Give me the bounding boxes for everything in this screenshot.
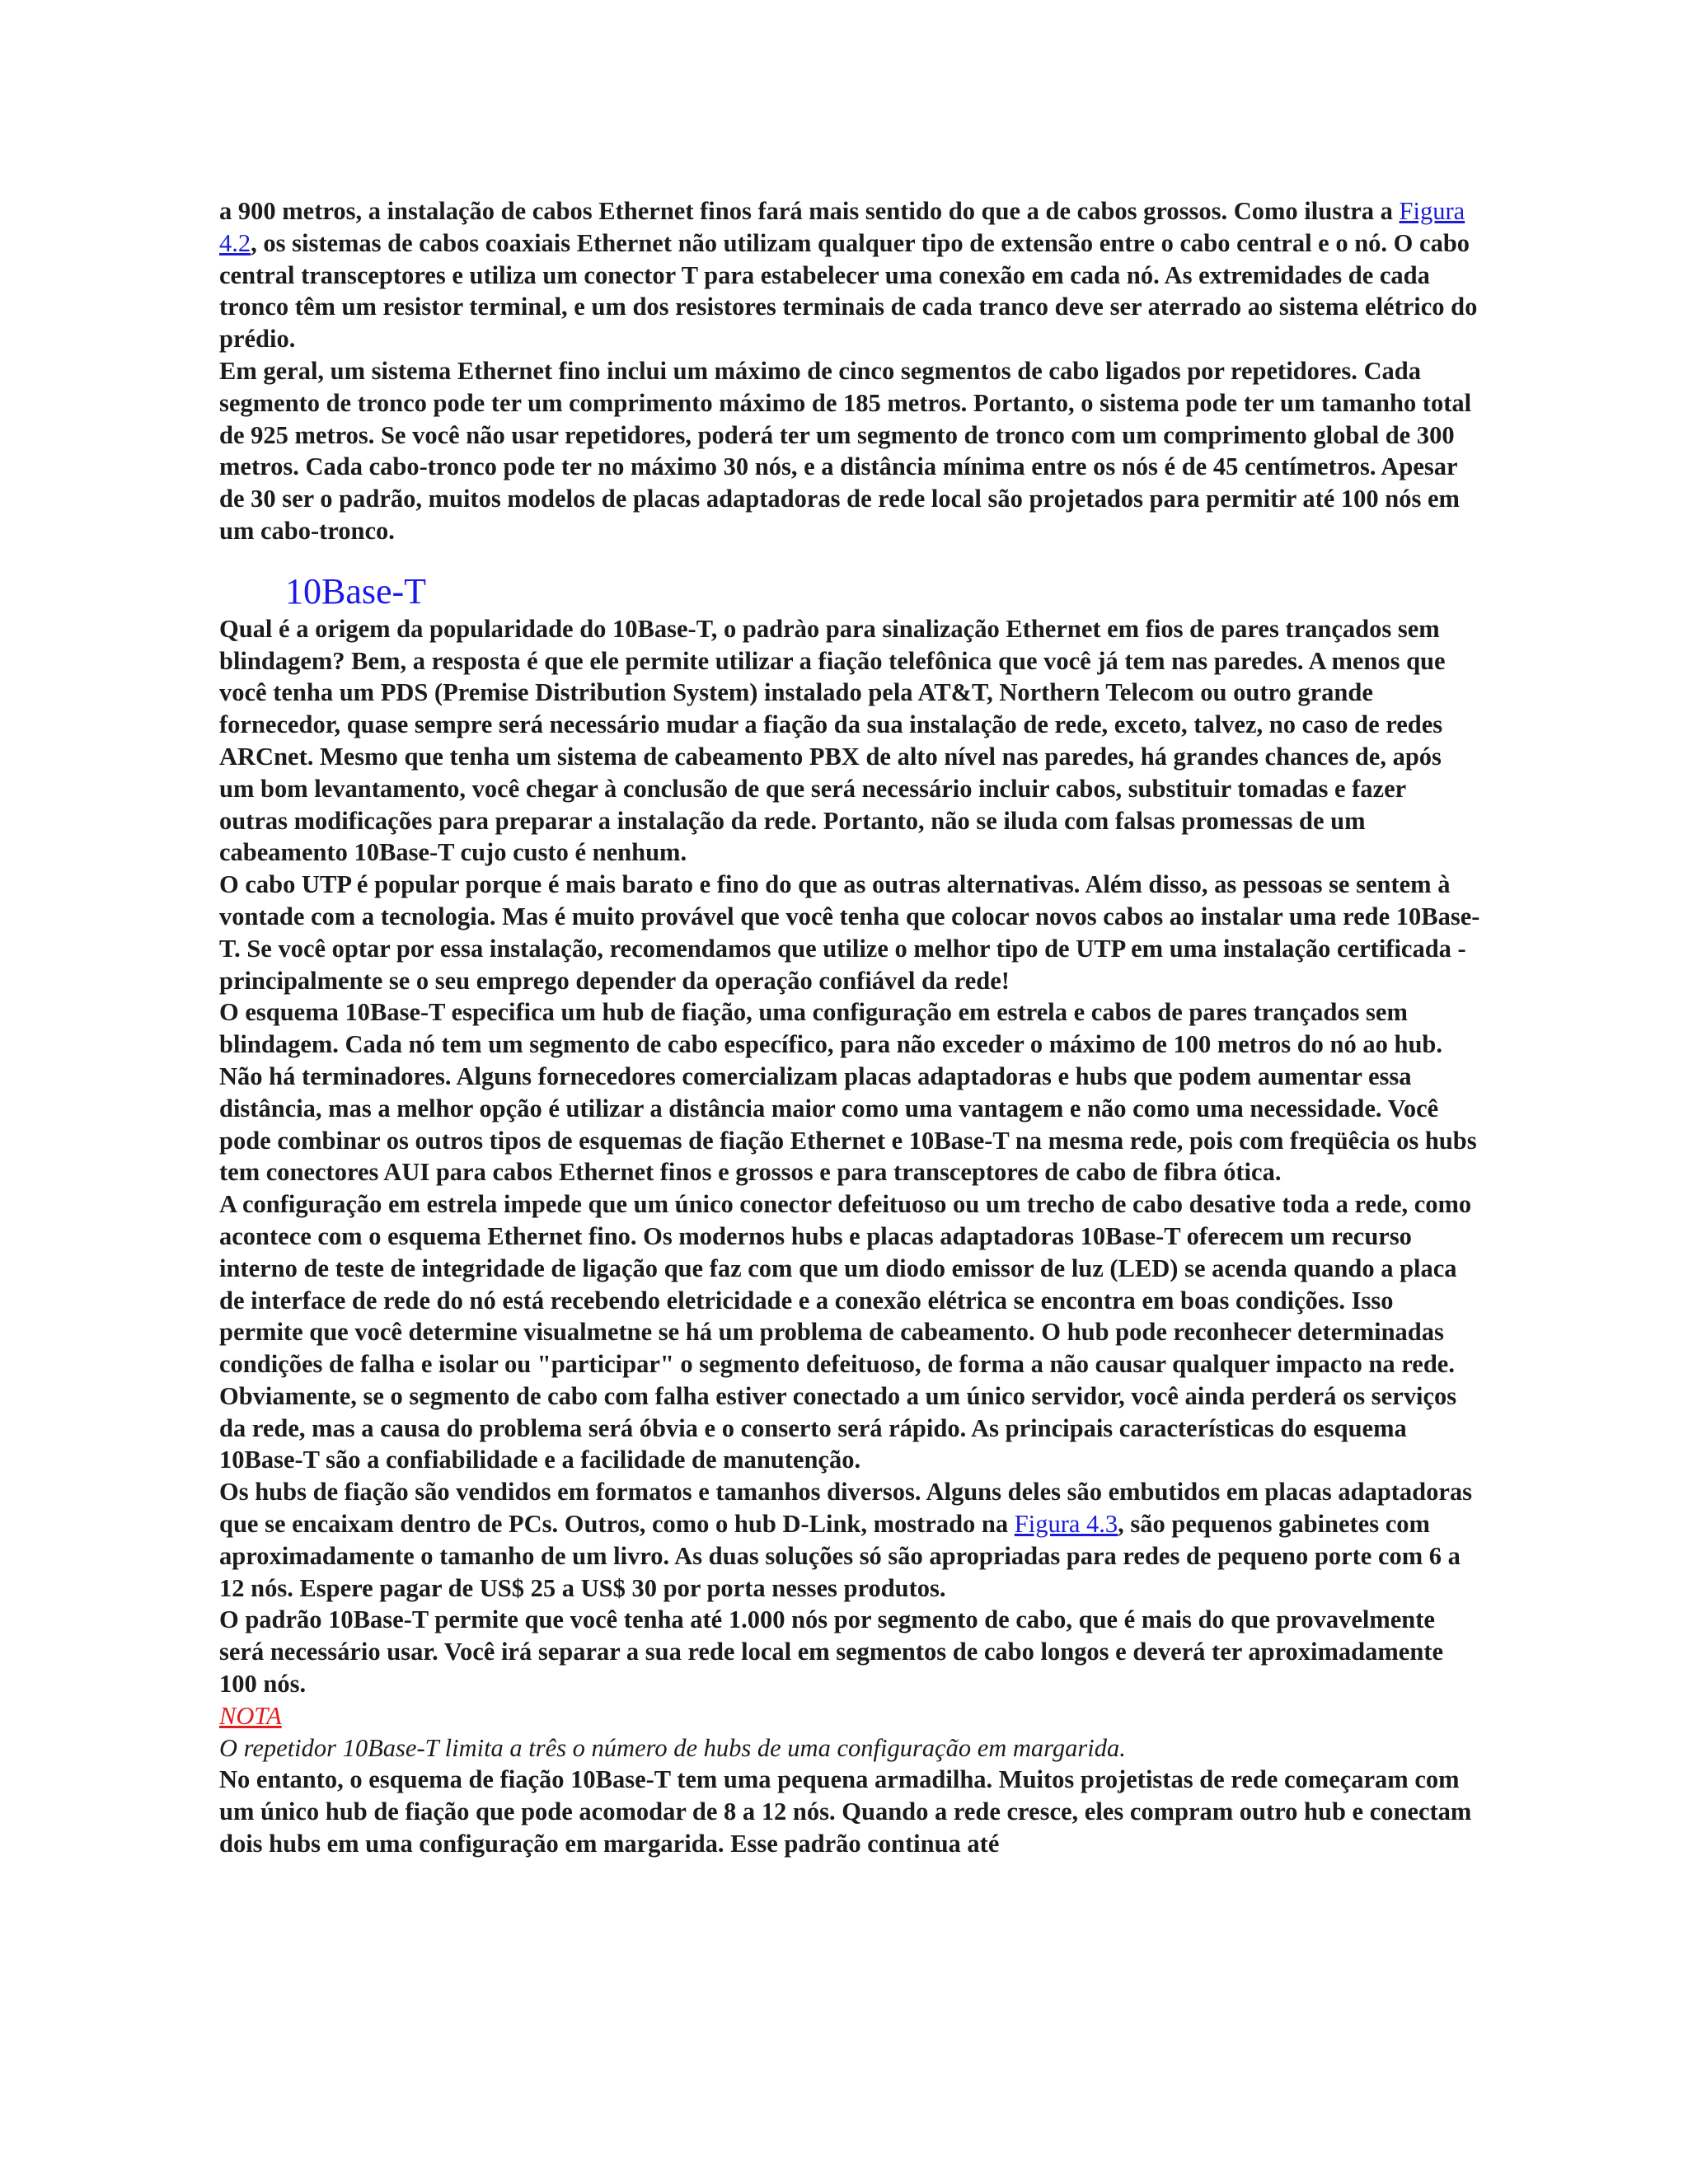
paragraph-thin-ethernet-limits: Em geral, um sistema Ethernet fino inclui um máximo de cinco segmentos de cabo ligados por repetidores. Cada segmento de tronco pode ter um comprimento máximo de 185 metros. Portanto, o sistema pode ter um tamanho total de 925 metros. Se você não usar repetidores, poderá ter um segmento de tronco com um comprimento global de 300 metros. Cada cabo-tronco pode ter no máximo 30 nós, e a distância mínima entre os nós é de 45 centímetros. Apesar de 30 ser o padrão, muitos modelos de placas adaptadoras de rede local são projetados para permitir até 100 nós em um cabo-tronco. — [219, 356, 1472, 545]
paragraph-thin-ethernet-intro — [219, 195, 1480, 355]
note-label-text: NOTA — [219, 1701, 282, 1730]
paragraph-10base-t-scheme: O esquema 10Base-T especifica um hub de fiação, uma configuração em estrela e cabos de pares trançados sem blindagem. Cada nó tem um segmento de cabo específico, para não exceder o máximo de 100 metros do nó ao hub. Não há terminadores. Alguns fornecedores comercializam placas adaptadoras e hubs que podem aumentar essa distância, mas a melhor opção é utilizar a distância maior como uma vantagem e não como uma necessidade. Você pode combinar os outros tipos de esquemas de fiação Ethernet e 10Base-T na mesma rede, pois com freqüêcia os hubs tem conectores AUI para cabos Ethernet finos e grossos e para transceptores de cabo de fibra ótica. — [219, 998, 1477, 1187]
document-page — [219, 195, 1480, 1860]
paragraph-text: Os hubs de fiação são vendidos em formatos e tamanhos diversos. Alguns deles são embutidos em placas adaptadoras que se encaixam dentro de PCs. Outros, como o hub D-Link, mostrado na — [219, 1478, 1473, 1539]
section-heading-10base-t: 10Base-T — [285, 570, 427, 612]
paragraph-text: a 900 metros, a instalação de cabos Ethernet finos fará mais sentido do que a de cabos grossos. Como ilustra a — [219, 197, 1400, 225]
paragraph-node-limits: O padrão 10Base-T permite que você tenha até 1.000 nós por segmento de cabo, que é mais do que provavelmente será necessário usar. Você irá separar a sua rede local em segmentos de cabo longos e deverá ter aproximadamente 100 nós. — [219, 1605, 1443, 1699]
paragraph-star-configuration: A configuração em estrela impede que um único conector defeituoso ou um trecho de cabo desative toda a rede, como acontece com o esquema Ethernet fino. Os modernos hubs e placas adaptadoras 10Base-T oferecem um recurso interno de teste de integridade de ligação que faz com que um diodo emissor de luz (LED) se acenda quando a placa de interface de rede do nó está recebendo eletricidade e a conexão elétrica se encontra em boas condições. Isso permite que você determine visualmetne se há um problema de cabeamento. O hub pode reconhecer determinadas condições de falha e isolar ou "participar" o segmento defeituoso, de forma a não causar qualquer impacto na rede. Obviamente, se o segmento de cabo com falha estiver conectado a um único servidor, você ainda perderá os serviços da rede, mas a causa do problema será óbvia e o conserto será rápido. As principais características do esquema 10Base-T são a confiabilidade e a facilidade de manutenção. — [219, 1190, 1472, 1474]
note-text: O repetidor 10Base-T limita a três o número de hubs de uma configuração em margarida. — [219, 1733, 1126, 1762]
figure-4-2-link[interactable]: Figura 4.2 — [219, 197, 1465, 257]
note-label — [219, 1700, 1480, 1732]
paragraph-10base-t-origin: Qual é a origem da popularidade do 10Base-T, o padrào para sinalização Ethernet em fios de pares trançados sem blindagem? Bem, a resposta é que ele permite utilizar a fiação telefônica que você já tem nas paredes. A menos que você tenha um PDS (Premise Distribution System) instalado pela AT&T, Northern Telecom ou outro grande fornecedor, quase sempre será necessário mudar a fiação da sua instalação de rede, exceto, talvez, no caso de redes ARCnet. Mesmo que tenha um sistema de cabeamento PBX de alto nível nas paredes, há grandes chances de, após um bom levantamento, você chegar à conclusão de que será necessário incluir cabos, substituir tomadas e fazer outras modificações para preparar a instalação da rede. Portanto, não se iluda com falsas promessas de um cabeamento 10Base-T cujo custo é nenhum. — [219, 614, 1446, 867]
paragraph-wiring-hubs — [219, 1476, 1480, 1604]
paragraph-text: , são pequenos gabinetes com aproximadamente o tamanho de um livro. As duas soluções só são apropriadas para redes de pequeno porte com 6 a 12 nós. Espere pagar de US$ 25 a US$ 30 por porta nesses produtos. — [219, 1510, 1461, 1602]
figure-4-3-link[interactable]: Figura 4.3 — [1014, 1510, 1118, 1539]
paragraph-text: , os sistemas de cabos coaxiais Ethernet não utilizam qualquer tipo de extensão entre o cabo central e o nó. O cabo central transceptores e utiliza um conector T para estabelecer uma conexão em cada nó. As extremidades de cada tronco têm um resistor terminal, e um dos resistores terminais de cada tranco deve ser aterrado ao sistema elétrico do prédio. — [219, 228, 1478, 354]
paragraph-daisy-chain: No entanto, o esquema de fiação 10Base-T tem uma pequena armadilha. Muitos projetistas de rede começaram com um único hub de fiação que pode acomodar de 8 a 12 nós. Quando a rede cresce, eles compram outro hub e conectam dois hubs em uma configuração em margarida. Esse padrão continua até — [219, 1765, 1472, 1858]
paragraph-utp-cable: O cabo UTP é popular porque é mais barato e fino do que as outras alternativas. Além disso, as pessoas se sentem à vontade com a tecnologia. Mas é muito provável que você tenha que colocar novos cabos ao instalar uma rede 10Base-T. Se você optar por essa instalação, recomendamos que utilize o melhor tipo de UTP em uma instalação certificada - principalmente se o seu emprego depender da operação confiável da rede! — [219, 870, 1480, 995]
